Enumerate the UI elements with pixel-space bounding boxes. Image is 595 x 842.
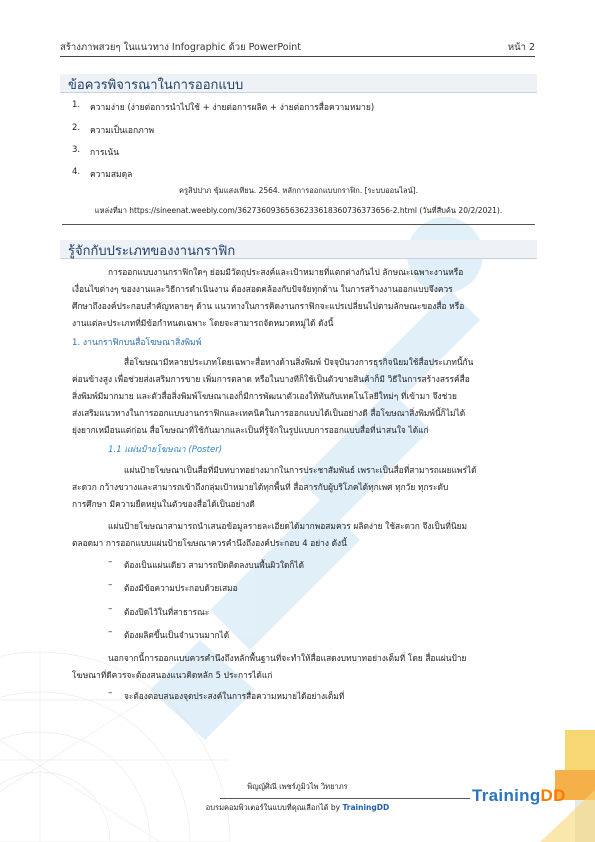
footer-author: พิญญ์ศิณี เพชร์ภูมิวไพ วิทยาภร	[247, 782, 348, 791]
list-item-text: ความเป็นเอกภาพ	[90, 126, 155, 136]
bullet-item: ต้องผลิตขึ้นเป็นจำนวนมากได้	[124, 630, 230, 640]
logo-wordmark	[472, 786, 566, 806]
subheading-print-media: 1. งานกราฟิกบนสื่อโฆษณาสิ่งพิมพ์	[72, 338, 202, 348]
list-item-text: ความง่าย (ง่ายต่อการนำไปใช้ + ง่ายต่อการผลิต + ง่ายต่อการสื่อความหมาย)	[90, 103, 375, 113]
paragraph-line: ยุ่งยากเหมือนแต่ก่อน สื่อโฆษณาที่ใช้กันมากและเป็นที่รู้จักในรูปแบบการออกแบบสื่อที่น่าสนใจ ได้แก่	[72, 425, 429, 435]
dash-bullet-icon: –	[108, 627, 113, 637]
section-title-graphic-types: รู้จักกับประเภทของงานกราฟิก	[68, 244, 236, 259]
header-divider	[60, 56, 535, 57]
paragraph-line: แผ่นป้ายโฆษณาสามารถนำเสนอข้อมูลรายละเอียดได้มากพอสมควร ผลิตง่าย ใช้สะดวก จึงเป็นที่นิยม	[108, 521, 468, 531]
paragraph-line: สะดวก กว้างขวางและสามารถเข้าถึงกลุ่มเป้าหมายได้ทุกพื้นที่ สื่อสารกับผู้บริโภคได้ทุกเพศ ทุกวัย ทุกระดับ	[72, 482, 449, 492]
trainingdd-logo	[472, 786, 566, 810]
footer-divider	[220, 798, 470, 799]
paragraph-line: ส่งเสริมแนวทางในการออกแบบงานกราฟิกและเทคนิคในการออกแบบได้เป็นอย่างดี สื่อโฆษณาสิ่งพิมพ์นี้ก็ไม่ได้	[72, 408, 466, 418]
section-title-design-considerations: ข้อควรพิจารณาในการออกแบบ	[68, 78, 244, 93]
dash-bullet-icon: –	[108, 604, 113, 614]
document-header-title: สร้างภาพสวยๆ ในแนวทาง Infographic ด้วย PowerPoint	[60, 42, 301, 53]
footer-course-text: อบรมคอมพิวเตอร์ในแบบที่คุณเลือกได้ by	[205, 803, 343, 812]
subheading-poster: 1.1 แผ่นป้ายโฆษณา (Poster)	[108, 445, 223, 455]
dash-bullet-icon: –	[108, 688, 113, 698]
bullet-item: จะต้องตอบสนองจุดประสงค์ในการสื่อความหมายได้อย่างเต็มที่	[124, 691, 345, 701]
bullet-item: ต้องปิดไว้ในที่สาธารณะ	[124, 607, 210, 617]
dash-bullet-icon: –	[108, 557, 113, 567]
footer-brand: TrainingDD	[342, 803, 390, 812]
list-item-text: การเน้น	[90, 148, 120, 158]
bullet-item: ต้องเป็นแผ่นเดียว สามารถปิดติดลงบนพื้นผิวใดก็ได้	[124, 560, 304, 570]
paragraph-line: งานแต่ละประเภทที่มีข้อกำหนดเฉพาะ โดยจะสามารถจัดหมวดหมู่ได้ ดังนี้	[72, 318, 334, 328]
paragraph-line: นอกจากนี้การออกแบบควรคำนึงถึงหลักพื้นฐานที่จะทำให้สื่อแสดงบทบาทอย่างเต็มที่ โดย สื่อแผ่นป้าย	[108, 653, 467, 663]
bullet-item: ต้องมีข้อความประกอบด้วยเสมอ	[124, 583, 238, 593]
list-item-number: 3.	[72, 145, 81, 155]
paragraph-line: สื่อโฆษณามีหลายประเภทโดยเฉพาะสื่อทางด้านสิ่งพิมพ์ ปัจจุบันวงการธุรกิจนิยมใช้สื่อประเภทนี้กัน	[124, 357, 474, 367]
reference-citation: ครูสิปปาภ ขุ้มแสงเทียน. 2564. หลักการออกแบบกราฟิก. [ระบบออนไลน์].	[178, 186, 419, 195]
paragraph-line: ตลอดมา การออกแบบแผ่นป้ายโฆษณาควรคำนึงถึงองค์ประกอบ 4 อย่าง ดังนี้	[72, 538, 347, 548]
dash-bullet-icon: –	[108, 580, 113, 590]
paragraph-line: ศึกษาถึงองค์ประกอบสำคัญหลายๆ ด้าน แนวทางในการคิดงานกราฟิกจะแปรเปลี่ยนไปตามลักษณะของสื่อ หรือ	[72, 301, 465, 311]
page-number: หน้า 2	[507, 42, 535, 53]
list-item-number: 2.	[72, 123, 81, 133]
paragraph-line: โฆษณาที่ดีควรจะต้องสนองแนวคิดหลัก 5 ประการได้แก่	[72, 670, 273, 680]
reference-source-url: แหล่งที่มา https://sineenat.weebly.com/36273609365636233618360736373656-2.html (วันที่สืบค้น 20/2/2021).	[94, 206, 503, 215]
logo-part-dd: DD	[540, 786, 566, 805]
list-item-number: 1.	[72, 100, 81, 110]
paragraph-line: ค่อนข้างสูง เพื่อช่วยส่งเสริมการขาย เพิ่มการตลาด หรือในบางทีก็ใช้เป็นตัวขายสินค้าก็มี วิธีในการสร้างสรรค์สื่อ	[72, 374, 470, 384]
paragraph-line: เงื่อนไขต่างๆ ของงานและวิธีการดำเนินงาน ต้องสอดคล้องกับปัจจัยทุกด้าน ในการสร้างงานออกแบบจึงควร	[72, 284, 453, 294]
list-item-text: ความสมดุล	[90, 170, 133, 180]
paragraph-line: สิ่งพิมพ์มีมากมาย และตัวสื่อสิ่งพิมพ์โฆษณาเองก็มีการพัฒนาตัวเองให้ทันกับเทคโนโลยีใหม่ๆ ที่เข้ามา จึงช่วย	[72, 391, 457, 401]
paragraph-line: การออกแบบงานกราฟิกใดๆ ย่อมมีวัตถุประสงค์และเป้าหมายที่แตกต่างกันไป ลักษณะเฉพาะงานหรือ	[108, 267, 464, 277]
paragraph-line: การศึกษา มีความยืดหยุ่นในตัวของสื่อได้เป็นอย่างดี	[72, 499, 255, 509]
logo-part-training: Training	[472, 786, 541, 805]
list-item-number: 4.	[72, 167, 81, 177]
paragraph-line: แผ่นป้ายโฆษณาเป็นสื่อที่มีบทบาทอย่างมากในการประชาสัมพันธ์ เพราะเป็นสื่อที่สามารถเผยแพร่ได้	[124, 465, 477, 475]
